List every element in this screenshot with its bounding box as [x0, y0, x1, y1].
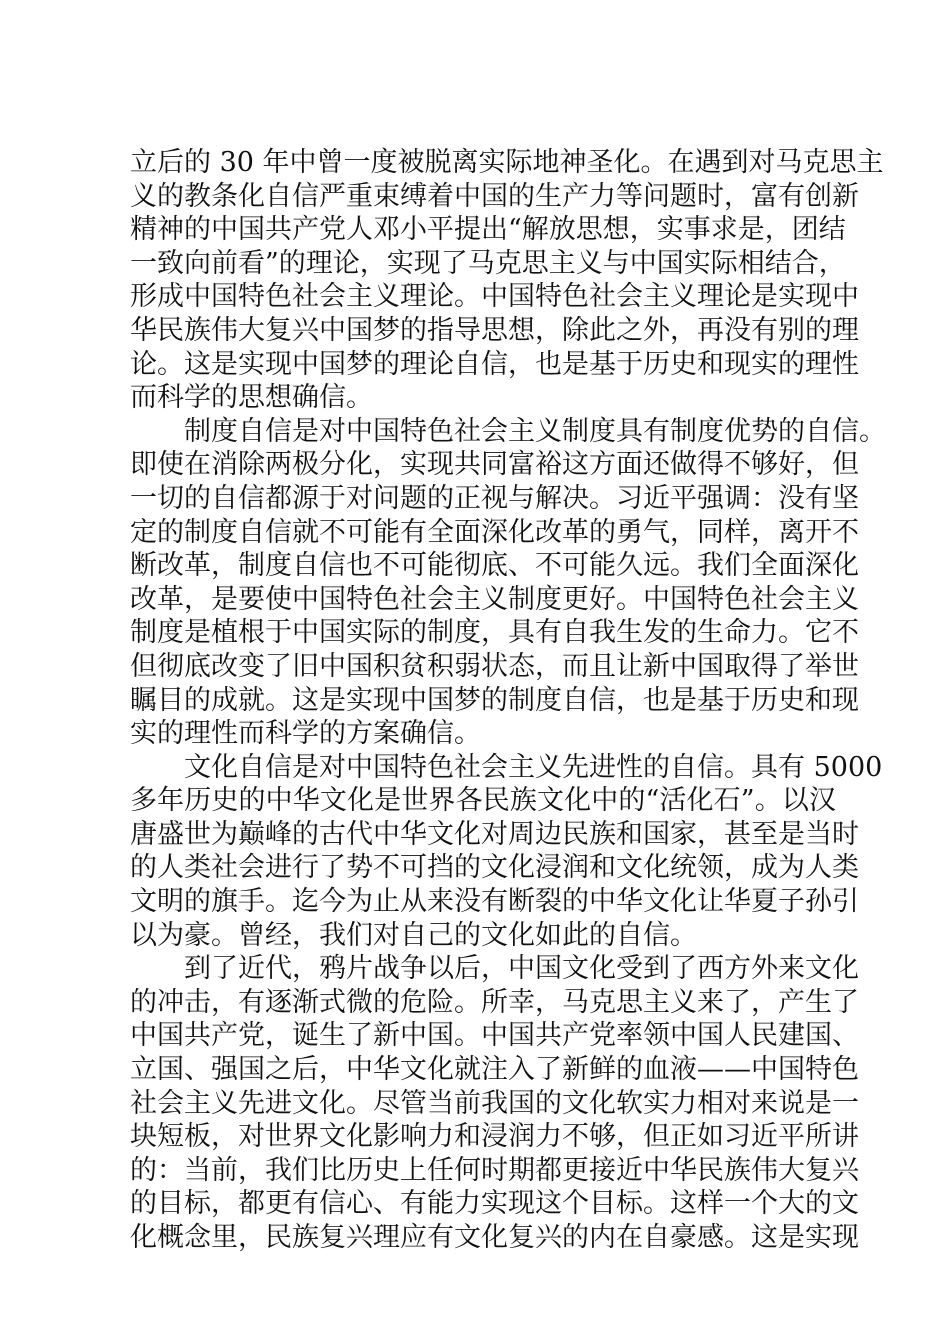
text-line: 文化自信是对中国特色社会主义先进性的自信。具有 5000: [184, 751, 883, 783]
text-line: 断改革，制度自信也不可能彻底、不可能久远。我们全面深化: [130, 550, 859, 582]
text-line: 唐盛世为巅峰的古代中华文化对周边民族和国家，甚至是当时: [130, 818, 859, 850]
text-line: 制度是植根于中国实际的制度，具有自我生发的生命力。它不: [130, 617, 859, 649]
paragraph: [130, 415, 886, 751]
text-line: 社会主义先进文化。尽管当前我国的文化软实力相对来说是一: [130, 1087, 859, 1119]
text-line: 块短板，对世界文化影响力和浸润力不够，但正如习近平所讲: [130, 1121, 859, 1153]
text-line: 而科学的思想确信。: [130, 382, 373, 414]
text-line: 精神的中国共产党人邓小平提出“解放思想，实事求是，团结: [130, 214, 846, 246]
text-line: 文明的旗手。迄今为止从来没有断裂的中华文化让华夏子孙引: [130, 886, 859, 918]
text-line: 中国共产党，诞生了新中国。中国共产党率领中国人民建国、: [130, 1020, 859, 1052]
text-line: 化概念里，民族复兴理应有文化复兴的内在自豪感。这是实现: [130, 1222, 859, 1253]
text-line: 改革，是要使中国特色社会主义制度更好。中国特色社会主义: [130, 583, 859, 615]
text-line: 义的教条化自信严重束缚着中国的生产力等问题时，富有创新: [130, 180, 859, 212]
paragraph: [130, 952, 859, 1254]
text-line: 立国、强国之后，中华文化就注入了新鲜的血液——中国特色: [130, 1054, 859, 1086]
text-line: 的人类社会进行了势不可挡的文化浸润和文化统领，成为人类: [130, 852, 859, 884]
document-page: [130, 146, 886, 1255]
paragraph: [130, 146, 884, 415]
text-line: 到了近代，鸦片战争以后，中国文化受到了西方外来文化: [184, 953, 859, 985]
text-line: 立后的 30 年中曾一度被脱离实际地神圣化。在遇到对马克思主: [130, 147, 884, 178]
text-line: 以为豪。曾经，我们对自己的文化如此的自信。: [130, 919, 697, 951]
text-line: 即使在消除两极分化，实现共同富裕这方面还做得不够好，但: [130, 449, 859, 481]
text-line: 一切的自信都源于对问题的正视与解决。习近平强调：没有坚: [130, 482, 859, 514]
text-line: 瞩目的成就。这是实现中国梦的制度自信，也是基于历史和现: [130, 684, 859, 716]
body-text: [130, 146, 886, 1255]
text-line: 形成中国特色社会主义理论。中国特色社会主义理论是实现中: [130, 281, 859, 313]
text-line: 但彻底改变了旧中国积贫积弱状态，而且让新中国取得了举世: [130, 650, 859, 682]
text-line: 实的理性而科学的方案确信。: [130, 718, 481, 750]
text-line: 的冲击，有逐渐式微的危险。所幸，马克思主义来了，产生了: [130, 986, 859, 1018]
text-line: 多年历史的中华文化是世界各民族文化中的“活化石”。以汉: [130, 785, 836, 817]
text-line: 的：当前，我们比历史上任何时期都更接近中华民族伟大复兴: [130, 1154, 859, 1186]
text-line: 华民族伟大复兴中国梦的指导思想，除此之外，再没有别的理: [130, 314, 859, 346]
text-line: 的目标，都更有信心、有能力实现这个目标。这样一个大的文: [130, 1188, 859, 1220]
text-line: 制度自信是对中国特色社会主义制度具有制度优势的自信。: [184, 415, 886, 447]
paragraph: [130, 751, 883, 953]
text-line: 一致向前看”的理论，实现了马克思主义与中国实际相结合，: [130, 247, 846, 279]
text-line: 论。这是实现中国梦的理论自信，也是基于历史和现实的理性: [130, 348, 859, 380]
text-line: 定的制度自信就不可能有全面深化改革的勇气，同样，离开不: [130, 516, 859, 548]
